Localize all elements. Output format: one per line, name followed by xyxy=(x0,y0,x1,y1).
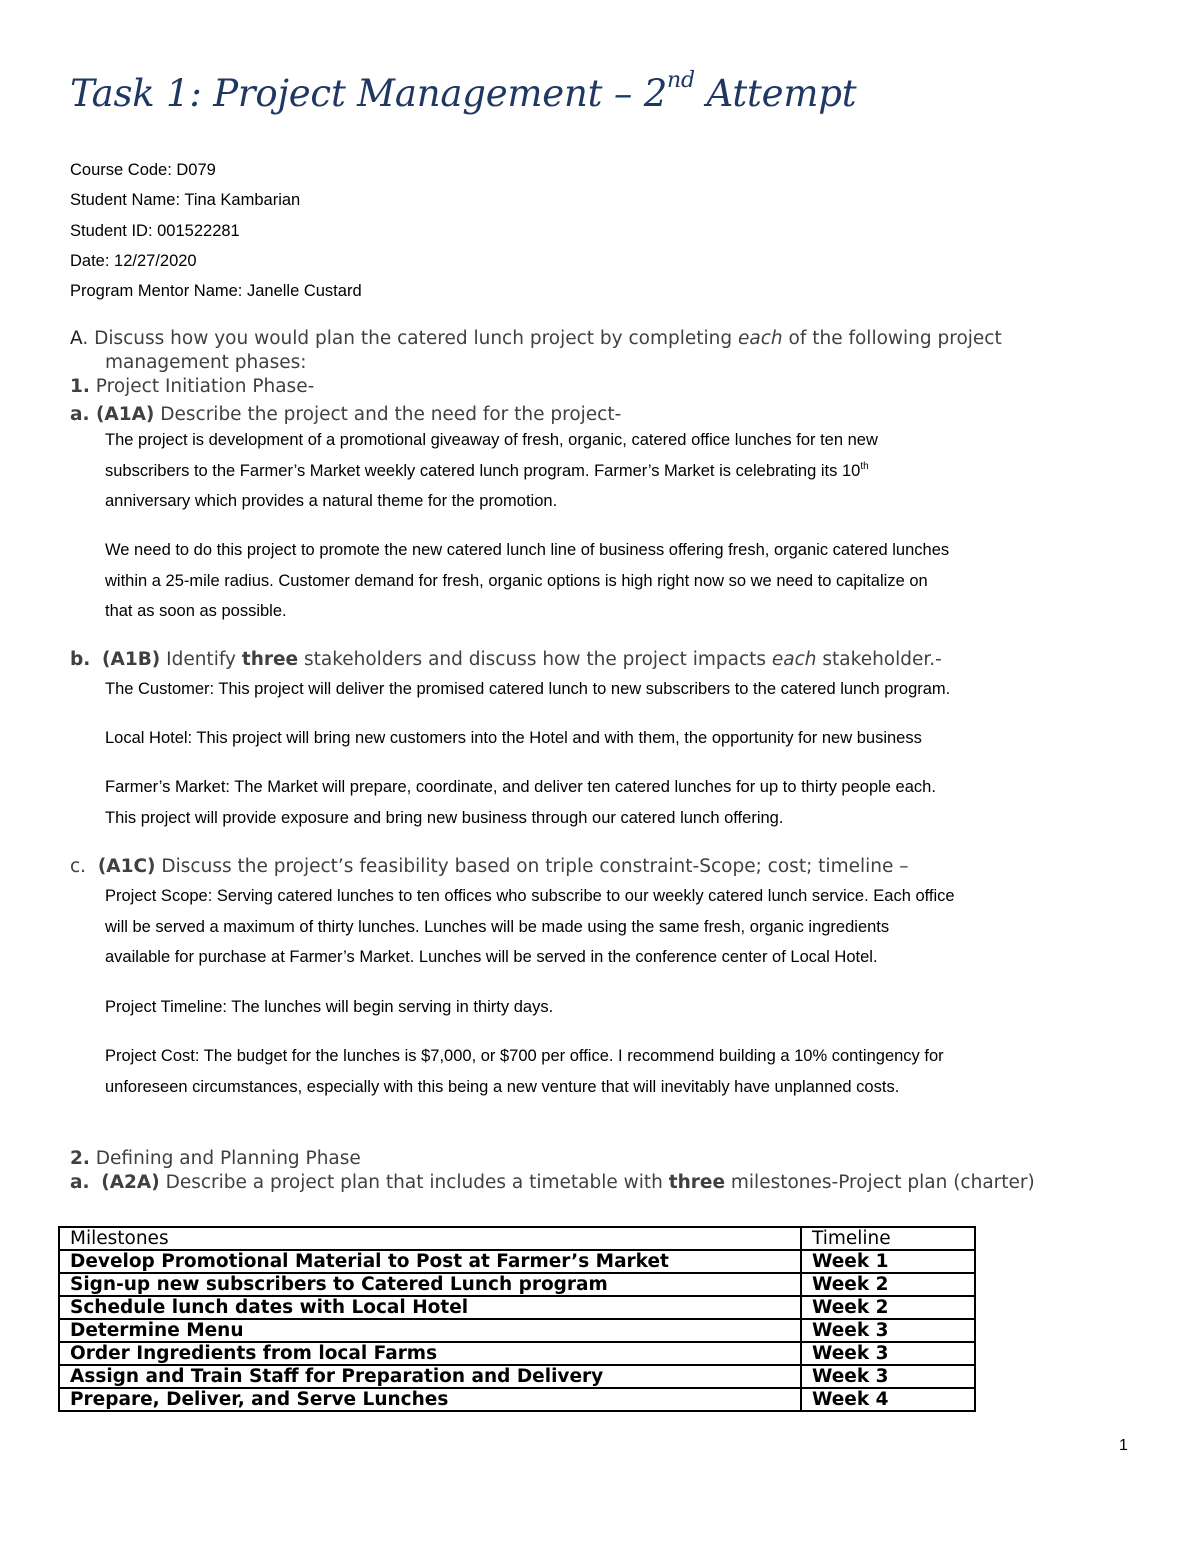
milestone-cell: Assign and Train Staff for Preparation and Delivery xyxy=(59,1365,801,1388)
timeline-cell: Week 3 xyxy=(801,1365,975,1388)
milestone-cell: Schedule lunch dates with Local Hotel xyxy=(59,1296,801,1319)
timeline-cell: Week 2 xyxy=(801,1296,975,1319)
table-header-row xyxy=(59,1227,975,1250)
timeline-cell: Week 2 xyxy=(801,1273,975,1296)
stakeholder-market: Farmer’s Market: The Market will prepare, coordinate, and deliver ten catered lunches for up to thirty people each. This project will provide exposure and bring new business through our catered lunch offering. xyxy=(105,778,936,827)
milestone-cell: Prepare, Deliver, and Serve Lunches xyxy=(59,1388,801,1411)
stakeholder-hotel: Local Hotel: This project will bring new customers into the Hotel and with them, the opportunity for new business xyxy=(105,729,922,747)
project-timeline: Project Timeline: The lunches will begin serving in thirty days. xyxy=(105,998,554,1016)
a1a-answer-line: The project is development of a promotional giveaway of fresh, organic, catered office lunches for ten new xyxy=(105,431,878,449)
project-cost: Project Cost: The budget for the lunches is $7,000, or $700 per office. I recommend building a 10% contingency for unforeseen circumstances, especially with this being a new venture that will inevitably have unplanned costs. xyxy=(105,1047,944,1096)
project-scope: Project Scope: Serving catered lunches to ten offices who subscribe to our weekly catered lunch service. Each office will be served a maximum of thirty lunches. Lunches will be made using the same fresh, organic ingredients available for purchase at Farmer’s Market. Lunches will be served in the conference center of Local Hotel. xyxy=(105,887,955,966)
student-info xyxy=(70,155,362,306)
a1a-answer-line: subscribers to the Farmer’s Market weekly catered lunch program. Farmer’s Market is celebrating its 10th xyxy=(105,460,869,480)
a2a-question: a. (A2A) Describe a project plan that includes a timetable with three milestones-Project plan (charter) xyxy=(70,1172,1035,1193)
milestone-cell: Develop Promotional Material to Post at Farmer’s Market xyxy=(59,1250,801,1273)
milestone-cell: Sign-up new subscribers to Catered Lunch program xyxy=(59,1273,801,1296)
course-code: Course Code: D079 xyxy=(70,161,216,179)
section-a-prompt: A. Discuss how you would plan the catered lunch project by completing each of the following project xyxy=(70,328,1002,349)
a1b-question: b. (A1B) Identify three stakeholders and discuss how the project impacts each stakeholder.- xyxy=(70,649,942,670)
table-row xyxy=(59,1273,975,1296)
timeline-cell: Week 4 xyxy=(801,1388,975,1411)
timeline-cell: Week 3 xyxy=(801,1342,975,1365)
a1a-need-line: that as soon as possible. xyxy=(105,602,287,620)
a1a-answer-line: anniversary which provides a natural theme for the promotion. xyxy=(105,492,558,510)
program-mentor: Program Mentor Name: Janelle Custard xyxy=(70,282,362,301)
page-title: Task 1: Project Management – 2nd Attempt xyxy=(70,68,857,115)
milestones-table xyxy=(58,1226,976,1412)
student-name: Student Name: Tina Kambarian xyxy=(70,191,301,210)
section-a-prompt-line2: management phases: xyxy=(105,352,307,373)
table-row xyxy=(59,1342,975,1365)
header-timeline: Timeline xyxy=(801,1227,975,1250)
a1a-need xyxy=(105,535,949,627)
table-row xyxy=(59,1365,975,1388)
timeline-cell: Week 3 xyxy=(801,1319,975,1342)
a1a-question: a. (A1A) Describe the project and the need for the project- xyxy=(70,404,622,425)
table-row xyxy=(59,1388,975,1411)
student-id: Student ID: 001522281 xyxy=(70,221,240,240)
a1a-need-line: We need to do this project to promote the new catered lunch line of business offering fresh, organic catered lunches xyxy=(105,541,950,559)
table-row xyxy=(59,1296,975,1319)
item-1-heading: 1. Project Initiation Phase- xyxy=(70,376,315,397)
table-row xyxy=(59,1250,975,1273)
table-row xyxy=(59,1319,975,1342)
page-number: 1 xyxy=(1119,1437,1128,1454)
a1a-answer xyxy=(105,425,878,517)
timeline-cell: Week 1 xyxy=(801,1250,975,1273)
item-2-heading: 2. Defining and Planning Phase xyxy=(70,1148,361,1169)
a1a-need-line: within a 25-mile radius. Customer demand for fresh, organic options is high right now so we need to capitalize on xyxy=(105,571,928,590)
milestone-cell: Order Ingredients from local Farms xyxy=(59,1342,801,1365)
a1c-question: c. (A1C) Discuss the project’s feasibility based on triple constraint-Scope; cost; timeline – xyxy=(70,856,909,877)
milestone-cell: Determine Menu xyxy=(59,1319,801,1342)
header-milestones: Milestones xyxy=(59,1227,801,1250)
date: Date: 12/27/2020 xyxy=(70,251,197,270)
stakeholder-customer: The Customer: This project will deliver the promised catered lunch to new subscribers to the catered lunch program. xyxy=(105,680,951,698)
